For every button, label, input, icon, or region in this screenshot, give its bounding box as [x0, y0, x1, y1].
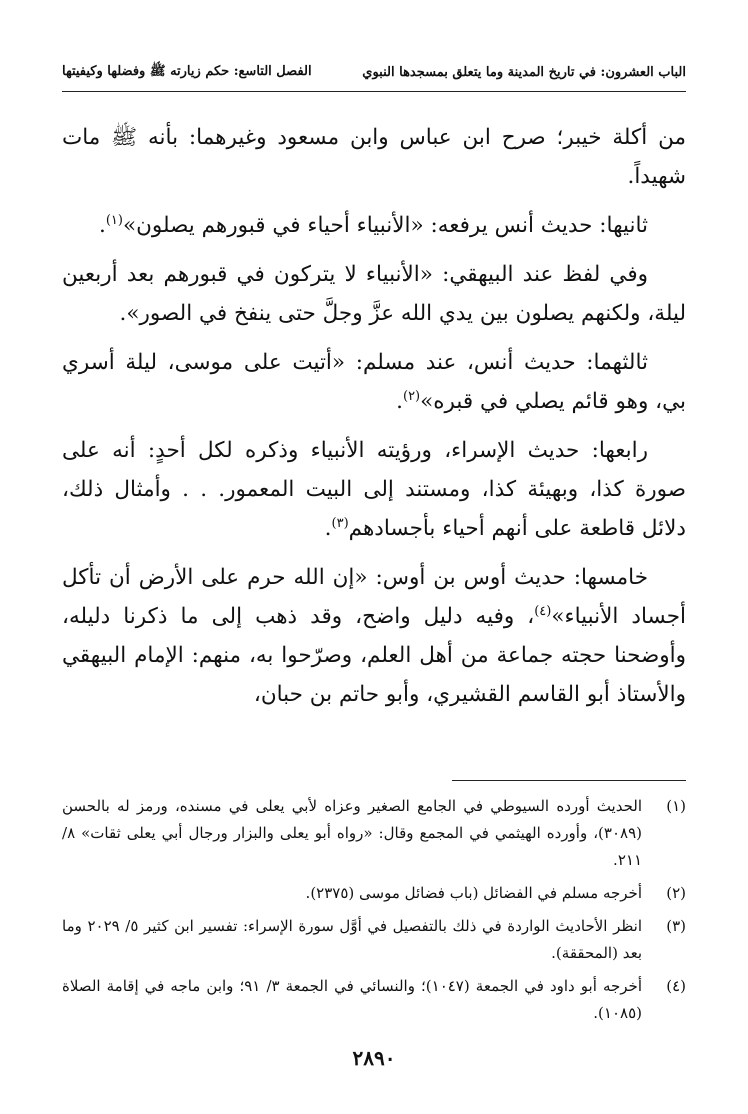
header-chapter-title: الباب العشرون: في تاريخ المدينة وما يتعلق بمسجدها النبوي [362, 64, 686, 80]
header-divider [62, 91, 686, 92]
paragraph-6-text: خامسها: حديث أوس بن أوس: «إن الله حرم على الأرض أن تأكل أجساد الأنبياء» [62, 565, 686, 629]
main-text [62, 118, 686, 724]
footnote-ref-2[interactable]: (٢) [402, 388, 421, 404]
paragraph-2 [62, 206, 686, 245]
paragraph-4-text: ثالثهما: حديث أنس، عند مسلم: «أتيت على موسى، ليلة أسري بي، وهو قائم يصلي في قبره» [62, 350, 686, 414]
footnote-number: (١) [666, 797, 686, 815]
header-section-title: الفصل التاسع: حكم زيارته ﷺ وفضلها وكيفيتها [62, 63, 312, 79]
paragraph-5-text: رابعها: حديث الإسراء، ورؤيته الأنبياء وذكره لكل أحدٍ: أنه على صورة كذا، وبهيئة كذا، ومستند إلى البيت المعمور. . . وأمثال ذلك، دلائل قاطعة على أنهم أحياء بأجسادهم [62, 438, 686, 541]
paragraph-5-tail: . [324, 516, 332, 541]
paragraph-1 [62, 118, 686, 196]
paragraph-1-text: من أكلة خيبر؛ صرح ابن عباس وابن مسعود وغيرهما: بأنه ﷺ مات شهيداً. [62, 125, 686, 189]
paragraph-2-tail: . [99, 213, 106, 238]
page-number: ٢٨٩٠ [352, 1046, 396, 1070]
footnote-divider [452, 780, 686, 781]
footnote-3 [62, 913, 686, 967]
footnote-ref-1[interactable]: (١) [105, 212, 123, 228]
paragraph-4 [62, 343, 686, 421]
footnote-number: (٢) [666, 884, 686, 902]
footnote-number: (٣) [666, 917, 686, 935]
footnote-text: أخرجه أبو داود في الجمعة (١٠٤٧)؛ والنسائي في الجمعة ٣/ ٩١؛ وابن ماجه في إقامة الصلاة (١٠٨٥). [62, 977, 642, 1022]
paragraph-6-tail: ، وفيه دليل واضح، وقد ذهب إلى ما ذكرنا دليله، وأوضحنا حجته جماعة من أهل العلم، وصرّحوا به، منهم: الإمام البيهقي والأستاذ أبو القاسم القشيري، وأبو حاتم بن حبان، [62, 604, 686, 707]
footnote-text: انظر الأحاديث الواردة في ذلك بالتفصيل في أوَّل سورة الإسراء: تفسير ابن كثير ٥/ ٢٠٢٩ وما بعد (المحققة). [62, 917, 642, 962]
paragraph-5 [62, 431, 686, 548]
paragraph-4-tail: . [396, 389, 403, 414]
paragraph-6 [62, 558, 686, 714]
footnote-ref-3[interactable]: (٣) [331, 515, 349, 531]
footnote-text: أخرجه مسلم في الفضائل (باب فضائل موسى (٢٣٧٥). [305, 884, 642, 902]
footnote-ref-4[interactable]: (٤) [534, 603, 552, 619]
footnote-1 [62, 793, 686, 874]
footnotes [62, 793, 686, 1033]
footnote-text: الحديث أورده السيوطي في الجامع الصغير وعزاه لأبي يعلى في مسنده، ورمز له بالحسن (٣٠٨٩)، وأورده الهيثمي في المجمع وقال: «رواه أبو يعلى والبزار ورجال أبي يعلى ثقات» ٨/ ٢١١. [62, 797, 642, 869]
paragraph-3 [62, 255, 686, 333]
paragraph-2-text: ثانيها: حديث أنس يرفعه: «الأنبياء أحياء في قبورهم يصلون» [122, 213, 648, 238]
running-header [62, 58, 686, 86]
footnote-4 [62, 973, 686, 1027]
footnote-number: (٤) [666, 977, 686, 995]
footnote-2 [62, 880, 686, 907]
paragraph-3-text: وفي لفظ عند البيهقي: «الأنبياء لا يتركون في قبورهم بعد أربعين ليلة، ولكنهم يصلون بين يدي الله عزَّ وجلَّ حتى ينفخ في الصور». [62, 262, 686, 326]
